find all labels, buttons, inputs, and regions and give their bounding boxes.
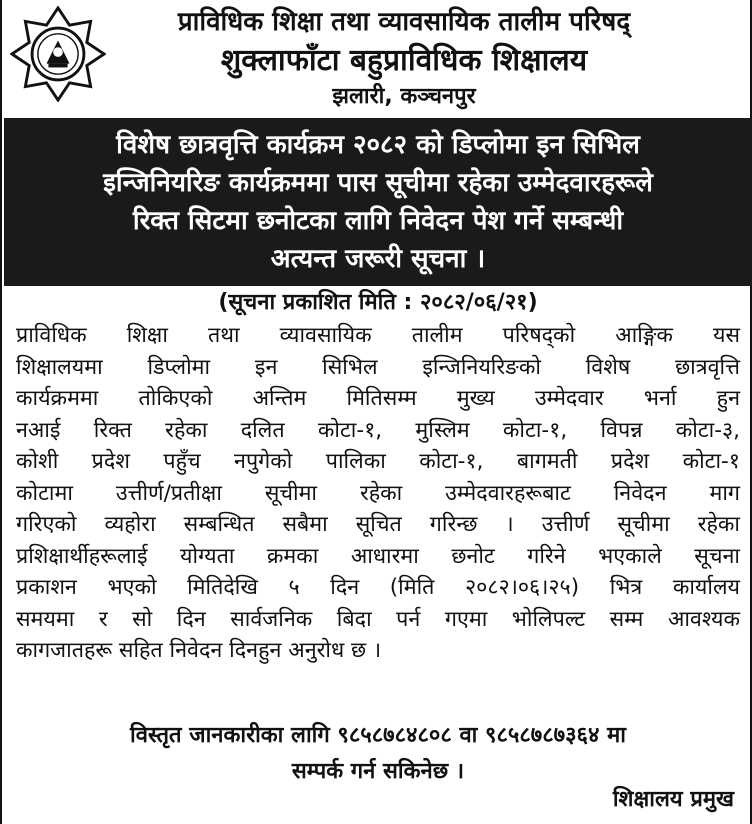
contact-info — [2, 718, 752, 790]
notice-title-line: रिक्त सिटमा छनोटका लागि निवेदन पेश गर्ने सम्बन्धी — [132, 206, 624, 236]
body-line: नआई रिक्त रहेका दलित कोटा-१, मुस्लिम कोटा-१, विपन्न कोटा-३, — [16, 417, 740, 443]
notice-header — [2, 0, 752, 120]
body-line: प्राविधिक शिक्षा तथा व्यावसायिक तालीम परिषद्को आङ्गिक यस — [16, 323, 740, 348]
body-line: समयमा र सो दिन सार्वजनिक बिदा पर्न गएमा भोलिपल्ट सम्म आवश्यक — [16, 606, 740, 632]
college-name: शुक्लाफाँटा बहुप्राविधिक शिक्षालय — [220, 43, 588, 78]
signature-office-head: शिक्षालय प्रमुख — [612, 787, 734, 812]
organization-name: प्राविधिक शिक्षा तथा व्यावसायिक तालीम परिषद् — [177, 7, 631, 37]
college-address: झलारी, कञ्चनपुर — [332, 84, 476, 109]
publication-date: (सूचना प्रकाशित मिति : २०८२/०६/२१) — [218, 290, 538, 315]
notice-title-line: इन्जिनियरिङ कार्यक्रममा पास सूचीमा रहेका उम्मेदवारहरूले — [103, 168, 653, 198]
body-line: गरिएको व्यहोरा सम्बन्धित सबैमा सूचित गरिन्छ । उत्तीर्ण सूचीमा रहेका — [16, 512, 740, 537]
body-line: कागजातहरू सहित निवेदन दिनहुन अनुरोध छ । — [16, 638, 382, 663]
contact-line: सम्पर्क गर्न सकिनेछ । — [291, 759, 465, 784]
notice-body — [16, 320, 740, 667]
body-line: प्रकाशन भएको मितिदेखि ५ दिन (मिति २०८२।०६।२५) भित्र कार्यालय — [16, 575, 740, 600]
notice-title-line: विशेष छात्रवृत्ति कार्यक्रम २०८२ को डिप्लोमा इन सिभिल — [116, 130, 640, 160]
body-line: शिक्षालयमा डिप्लोमा इन सिभिल इन्जिनियरिङको विशेष छात्रवृत्ति — [16, 354, 740, 380]
contact-line: विस्तृत जानकारीका लागि ९८५८७८४८०८ वा ९८५८७८७३६४ मा — [130, 723, 626, 748]
body-line: कोटामा उत्तीर्ण/प्रतीक्षा सूचीमा रहेका उम्मेदवारहरूबाट निवेदन माग — [16, 480, 740, 506]
ctevt-star-emblem-icon — [10, 6, 106, 102]
body-line: कोशी प्रदेश पहुँच नपुगेको पालिका कोटा-१, बागमती प्रदेश कोटा-१ — [16, 449, 740, 474]
body-line: प्रशिक्षार्थीहरूलाई योग्यता क्रमका आधारमा छनोट गरिने भएकाले सूचना — [16, 543, 740, 569]
body-line: कार्यक्रममा तोकिएको अन्तिम मितिसम्म मुख्य उम्मेदवार भर्ना हुन — [16, 386, 740, 411]
notice-title-line: अत्यन्त जरूरी सूचना । — [270, 244, 486, 274]
notice-title-banner — [4, 118, 752, 286]
